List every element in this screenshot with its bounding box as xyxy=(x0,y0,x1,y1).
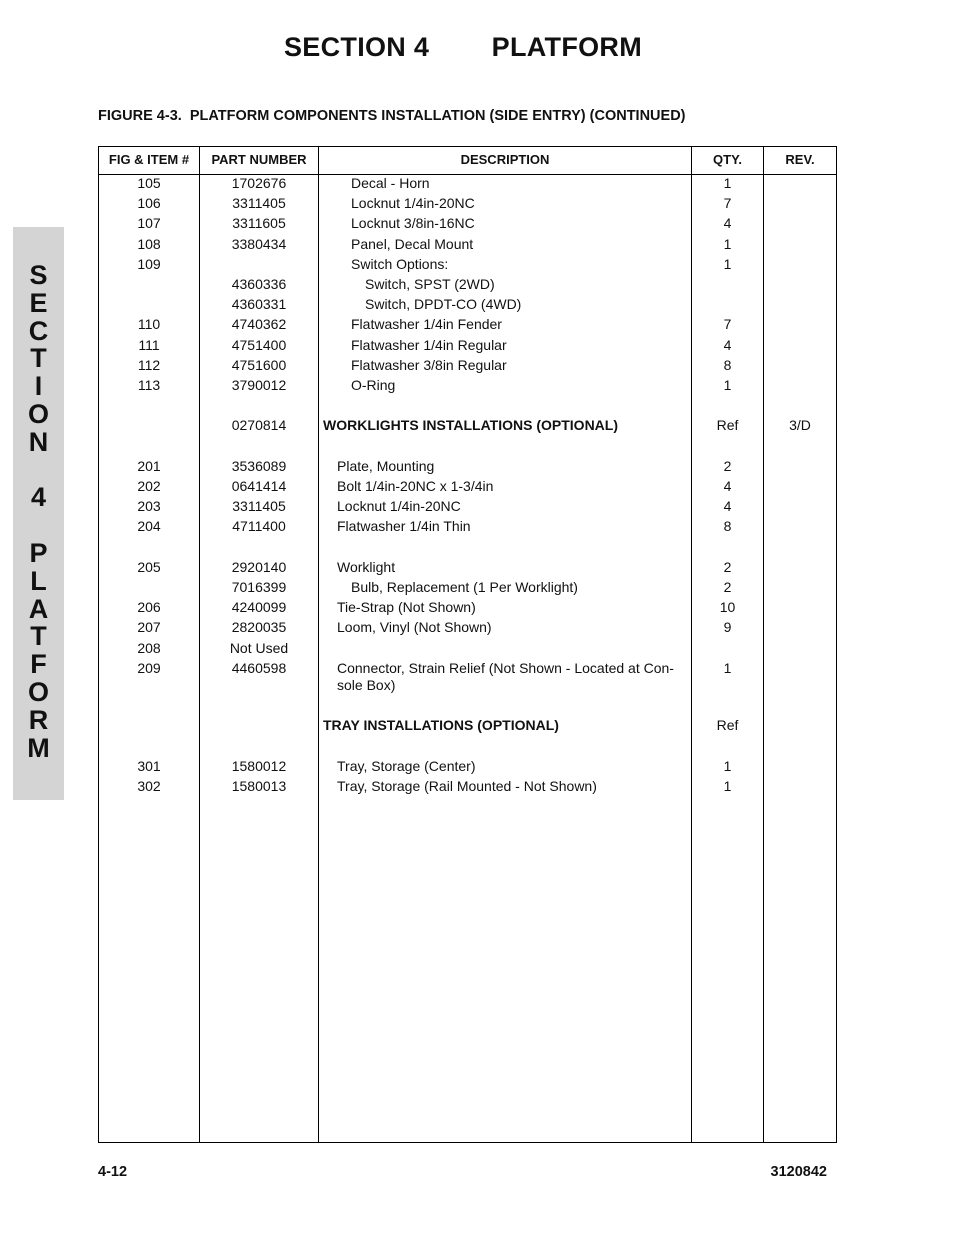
side-tab-letter: F xyxy=(30,649,47,680)
item-cell: 113 xyxy=(137,377,161,393)
qty-cell: 1 xyxy=(723,235,732,252)
side-tab-letter xyxy=(13,512,64,540)
part-number-cell: 1702676 xyxy=(231,175,287,191)
side-tab-letter: O xyxy=(27,676,49,707)
qty-cell: 4 xyxy=(723,215,732,232)
part-number-cell: 3790012 xyxy=(231,377,287,393)
side-tab-letters xyxy=(13,262,64,762)
qty-cell: 8 xyxy=(723,356,732,373)
part-number-cell: 4751400 xyxy=(231,336,287,353)
side-tab-letter: A xyxy=(28,593,49,624)
item-cell: 301 xyxy=(137,757,161,774)
description-cell: TRAY INSTALLATIONS (OPTIONAL) xyxy=(323,717,559,734)
item-cell: 111 xyxy=(138,336,160,353)
qty-cell: 8 xyxy=(723,518,732,535)
qty-cell: 7 xyxy=(723,195,732,212)
description-cell: Switch, DPDT-CO (4WD) xyxy=(365,296,522,313)
description-cell: Flatwasher 3/8in Regular xyxy=(351,356,507,373)
item-cell: 206 xyxy=(137,599,161,616)
qty-cell: Ref xyxy=(716,417,739,434)
column-divider xyxy=(763,147,764,1142)
part-number-cell: 3311605 xyxy=(232,215,286,232)
item-cell: 106 xyxy=(137,195,161,212)
qty-cell: 1 xyxy=(723,255,732,272)
description-cell: Bulb, Replacement (1 Per Worklight) xyxy=(351,579,578,595)
side-tab-letter: T xyxy=(30,343,47,374)
item-cell: 105 xyxy=(137,175,161,191)
description-cell: Worklight xyxy=(337,558,396,575)
side-tab-letter: P xyxy=(29,537,48,568)
part-number-cell: 3311405 xyxy=(232,498,286,515)
item-cell: 207 xyxy=(137,619,161,636)
part-number-cell: Not Used xyxy=(229,639,289,656)
qty-cell: 4 xyxy=(723,498,732,515)
item-cell: 107 xyxy=(137,215,161,232)
part-number-cell: 1580012 xyxy=(231,757,287,774)
item-cell: 302 xyxy=(137,777,161,794)
item-cell: 203 xyxy=(137,498,161,515)
side-tab-letter: 4 xyxy=(30,482,47,513)
side-tab-letter: I xyxy=(34,371,43,402)
description-cell: O-Ring xyxy=(351,377,396,393)
part-number-cell: 0270814 xyxy=(231,417,287,434)
column-header-part-number: PART NUMBER xyxy=(211,152,307,167)
description-cell: Bolt 1/4in-20NC x 1-3/4in xyxy=(337,478,494,494)
part-number-cell: 4711400 xyxy=(232,518,286,535)
description-cell: Switch, SPST (2WD) xyxy=(365,276,495,292)
part-number-cell: 4460598 xyxy=(231,659,287,676)
qty-cell: 1 xyxy=(723,777,732,794)
side-tab-letter: R xyxy=(28,704,49,735)
description-cell: Loom, Vinyl (Not Shown) xyxy=(337,619,492,636)
qty-cell: 2 xyxy=(723,457,732,474)
side-tab-letter: O xyxy=(27,398,49,429)
item-cell: 204 xyxy=(137,518,161,535)
item-cell: 109 xyxy=(137,255,161,272)
item-cell: 205 xyxy=(137,558,161,575)
qty-cell: 1 xyxy=(723,757,732,774)
part-number-cell: 3311405 xyxy=(232,195,286,212)
column-divider xyxy=(318,147,319,1142)
item-cell: 201 xyxy=(137,457,161,474)
part-number-cell: 4240099 xyxy=(231,599,287,616)
description-cell: Locknut 1/4in-20NC xyxy=(337,498,461,515)
parts-table xyxy=(98,146,837,1143)
description-cell: Tie-Strap (Not Shown) xyxy=(337,599,476,616)
side-tab-letter: T xyxy=(30,621,47,652)
qty-cell: 2 xyxy=(723,558,732,575)
description-cell: Flatwasher 1/4in Regular xyxy=(351,336,507,353)
description-cell: Switch Options: xyxy=(351,255,449,272)
description-cell: Decal - Horn xyxy=(351,175,430,191)
document-number: 3120842 xyxy=(770,1164,827,1180)
section-label: SECTION 4 xyxy=(283,32,430,62)
side-tab-letter: L xyxy=(30,565,47,596)
item-cell: 208 xyxy=(137,639,161,656)
side-tab-letter: E xyxy=(29,287,48,318)
side-tab-letter: N xyxy=(28,426,49,457)
qty-cell: 1 xyxy=(723,659,732,676)
description-cell: Tray, Storage (Center) xyxy=(337,757,476,774)
column-header-qty: QTY. xyxy=(713,152,742,167)
qty-cell: Ref xyxy=(716,717,739,734)
part-number-cell: 4360336 xyxy=(231,276,287,292)
description-cell: Tray, Storage (Rail Mounted - Not Shown) xyxy=(337,777,597,794)
section-name: PLATFORM xyxy=(491,32,643,62)
section-side-tab xyxy=(13,227,64,800)
item-cell: 112 xyxy=(137,356,161,373)
part-number-cell: 3380434 xyxy=(231,235,287,252)
qty-cell: 1 xyxy=(723,377,732,393)
item-cell: 110 xyxy=(137,316,161,333)
description-cell: WORKLIGHTS INSTALLATIONS (OPTIONAL) xyxy=(323,417,619,434)
part-number-cell: 7016399 xyxy=(231,579,287,595)
description-cell: Locknut 1/4in-20NC xyxy=(351,195,475,212)
side-tab-letter: C xyxy=(28,315,49,346)
section-title xyxy=(0,32,926,63)
item-cell: 108 xyxy=(137,235,161,252)
figure-title: FIGURE 4-3. PLATFORM COMPONENTS INSTALLATION (SIDE ENTRY) (CONTINUED) xyxy=(98,108,686,124)
qty-cell: 9 xyxy=(723,619,732,636)
description-cell: Flatwasher 1/4in Fender xyxy=(351,316,502,333)
part-number-cell: 3536089 xyxy=(231,457,287,474)
part-number-cell: 4751600 xyxy=(231,356,287,373)
part-number-cell: 0641414 xyxy=(231,478,287,494)
qty-cell: 7 xyxy=(723,316,732,333)
column-header-rev: REV. xyxy=(785,152,815,167)
qty-cell: 10 xyxy=(719,599,736,616)
part-number-cell: 2920140 xyxy=(231,558,287,575)
description-cell: Flatwasher 1/4in Thin xyxy=(337,518,471,535)
qty-cell: 4 xyxy=(723,478,732,494)
page-number: 4-12 xyxy=(98,1164,128,1180)
qty-cell: 1 xyxy=(723,175,732,191)
part-number-cell: 1580013 xyxy=(231,777,287,794)
part-number-cell: 2820035 xyxy=(231,619,287,636)
item-cell: 209 xyxy=(137,659,161,676)
column-header-description: DESCRIPTION xyxy=(460,152,550,167)
description-cell: Panel, Decal Mount xyxy=(351,235,474,252)
side-tab-letter xyxy=(13,457,64,485)
description-cell-continued: sole Box) xyxy=(337,676,396,693)
item-cell: 202 xyxy=(137,478,161,494)
column-header-item: FIG & ITEM # xyxy=(108,152,190,167)
qty-cell: 2 xyxy=(723,579,732,595)
description-cell: Locknut 3/8in-16NC xyxy=(351,215,475,232)
part-number-cell: 4360331 xyxy=(231,296,287,313)
part-number-cell: 4740362 xyxy=(231,316,287,333)
side-tab-letter: M xyxy=(27,732,50,763)
rev-cell: 3/D xyxy=(789,417,811,434)
description-cell: Plate, Mounting xyxy=(337,457,435,474)
side-tab-letter: S xyxy=(29,260,48,290)
description-cell: Connector, Strain Relief (Not Shown - Located at Con- xyxy=(337,659,674,676)
qty-cell: 4 xyxy=(723,336,732,353)
